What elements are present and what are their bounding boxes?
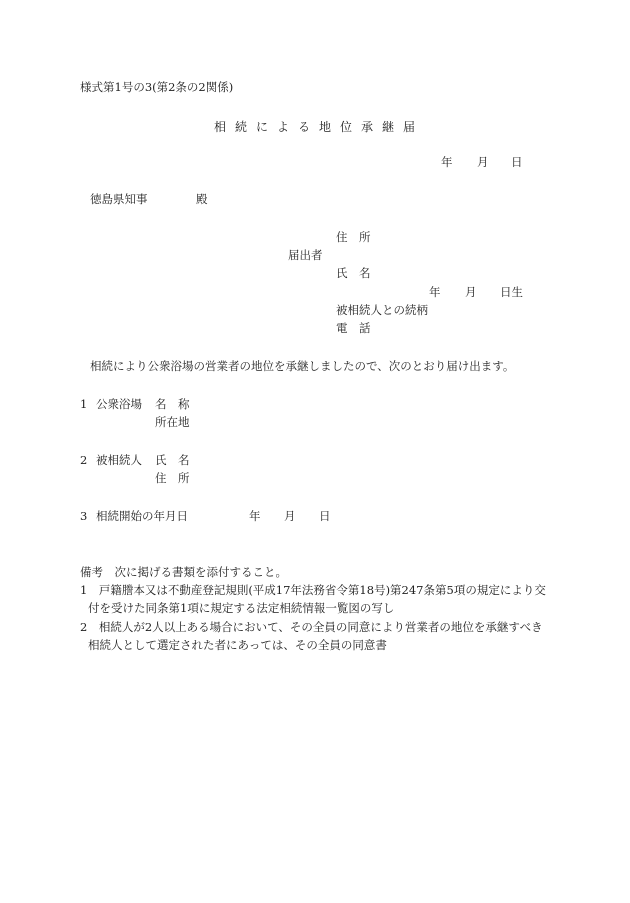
date-day-label: 日: [511, 155, 523, 169]
remarks-note-2-line-1: 2 相続人が2人以上ある場合において、その全員の同意により営業者の地位を承継すべき: [80, 620, 543, 634]
item-1-name-label: 名 称: [155, 397, 190, 411]
item-2-label: 被相続人: [96, 453, 142, 467]
item-1-number: 1: [80, 397, 88, 411]
item-3-month-label: 月: [284, 509, 296, 523]
page-title: 相続による地位承継届: [214, 120, 425, 134]
date-month-label: 月: [477, 155, 489, 169]
addressee-honorific: 殿: [196, 192, 208, 206]
phone-label: 電 話: [336, 321, 371, 335]
remarks-heading: 備考 次に掲げる書類を添付すること。: [80, 565, 287, 579]
relation-label: 被相続人との続柄: [336, 303, 428, 317]
item-1-location-label: 所在地: [155, 415, 190, 429]
notifier-label: 届出者: [288, 248, 323, 262]
notifier-address-label: 住 所: [336, 230, 371, 244]
remarks-note-2-line-2: 相続人として選定された者にあっては、その全員の同意書: [88, 638, 387, 652]
item-2-name-label: 氏 名: [155, 453, 190, 467]
birth-day-label: 日生: [500, 285, 523, 299]
item-3-number: 3: [80, 509, 88, 523]
notifier-name-label: 氏 名: [336, 266, 371, 280]
item-3-year-label: 年: [249, 509, 261, 523]
item-1-label: 公衆浴場: [96, 397, 142, 411]
statement-text: 相続により公衆浴場の営業者の地位を承継しましたので、次のとおり届け出ます。: [90, 359, 515, 373]
item-3-label: 相続開始の年月日: [96, 509, 188, 523]
remarks-note-1-line-2: 付を受けた同条第1項に規定する法定相続情報一覧図の写し: [88, 601, 395, 615]
birth-year-label: 年: [429, 285, 441, 299]
addressee-name: 徳島県知事: [90, 192, 148, 206]
form-number: 様式第1号の3(第2条の2関係): [80, 80, 234, 94]
item-2-number: 2: [80, 453, 88, 467]
item-3-day-label: 日: [319, 509, 331, 523]
birth-month-label: 月: [465, 285, 477, 299]
date-year-label: 年: [441, 155, 453, 169]
remarks-note-1-line-1: 1 戸籍謄本又は不動産登記規則(平成17年法務省令第18号)第247条第5項の規定により交: [80, 583, 546, 597]
item-2-address-label: 住 所: [155, 471, 190, 485]
